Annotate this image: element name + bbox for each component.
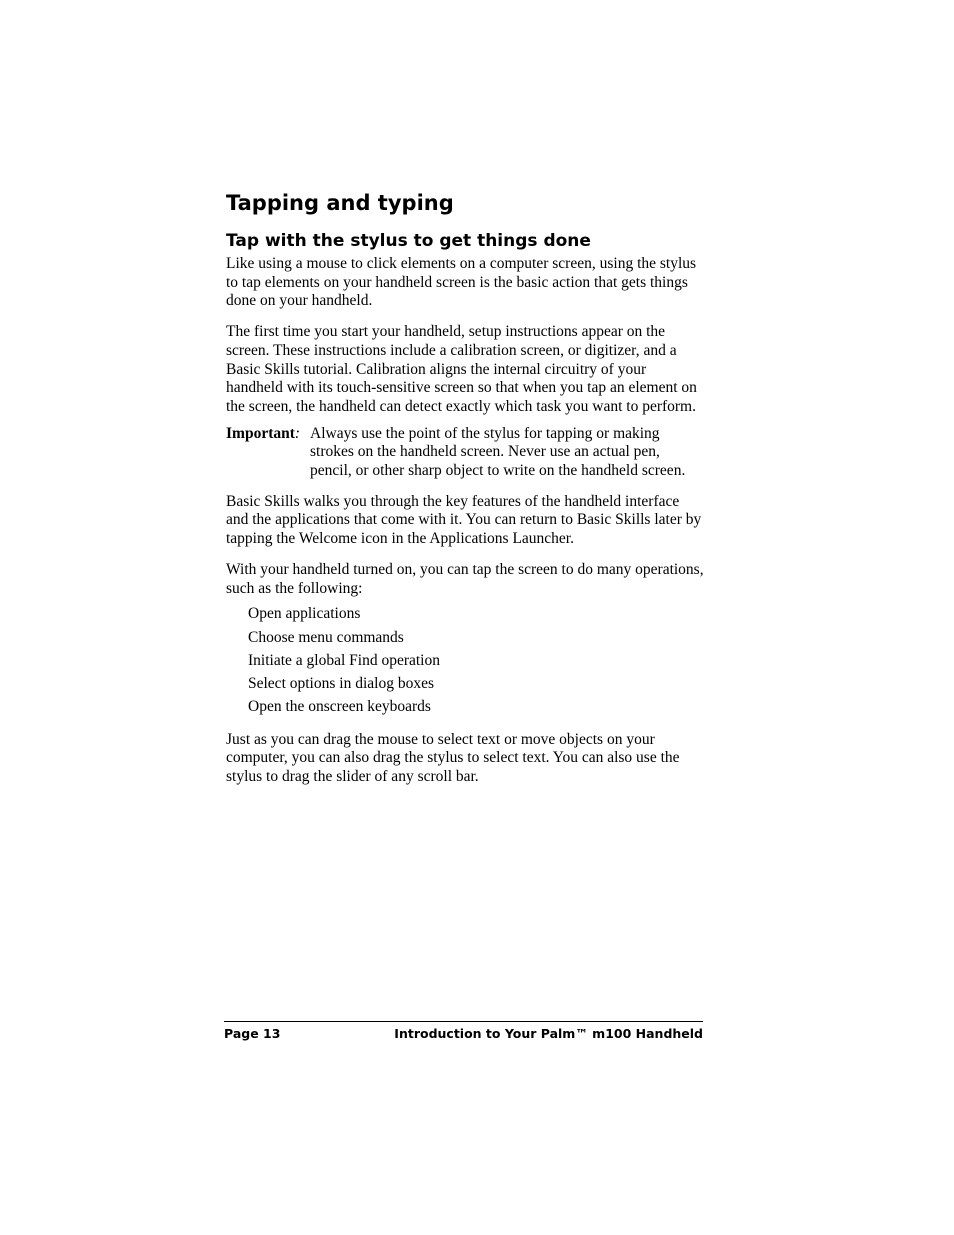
paragraph-setup: The first time you start your handheld, setup instructions appear on the screen. These instructions include a calibration screen, or digitizer, and a Basic Skills tutorial. Calibration aligns the internal circuitry of your handheld with its touch-sensitive screen so that when you tap an element on the screen, the handheld can detect exactly which task you want to perform. [226,323,697,415]
paragraph-operations-intro: With your handheld turned on, you can tap the screen to do many operations, such as the following: [226,560,704,597]
page-content [226,188,704,787]
list-item: Initiate a global Find operation [248,651,440,669]
subsection-heading: Tap with the stylus to get things done [226,231,591,251]
book-title: Introduction to Your Palm™ m100 Handheld [394,1026,703,1041]
important-note [226,425,704,481]
note-label-colon: : [294,424,301,442]
operations-list [248,602,704,718]
paragraph-intro: Like using a mouse to click elements on a computer screen, using the stylus to tap elements on your handheld screen is the basic action that gets things done on your handheld. [226,255,697,310]
note-label [226,425,310,481]
page-footer [224,1021,703,1042]
section-heading: Tapping and typing [226,191,454,215]
list-item: Open applications [248,605,361,623]
list-item: Choose menu commands [248,628,404,646]
list-item: Select options in dialog boxes [248,675,434,693]
list-item: Open the onscreen keyboards [248,698,431,716]
note-label-text: Important [226,424,295,442]
paragraph-drag: Just as you can drag the mouse to select text or move objects on your computer, you can also drag the stylus to select text. You can also use the stylus to drag the slider of any scroll bar. [226,730,680,786]
paragraph-basic-skills: Basic Skills walks you through the key features of the handheld interface and the applications that come with it. You can return to Basic Skills later by tapping the Welcome icon in the Applications Launcher. [226,492,702,548]
note-text: Always use the point of the stylus for tapping or making strokes on the handheld screen. Never use an actual pen, pencil, or other sharp object to write on the handheld screen. [310,424,686,480]
page-number: Page 13 [224,1026,281,1041]
